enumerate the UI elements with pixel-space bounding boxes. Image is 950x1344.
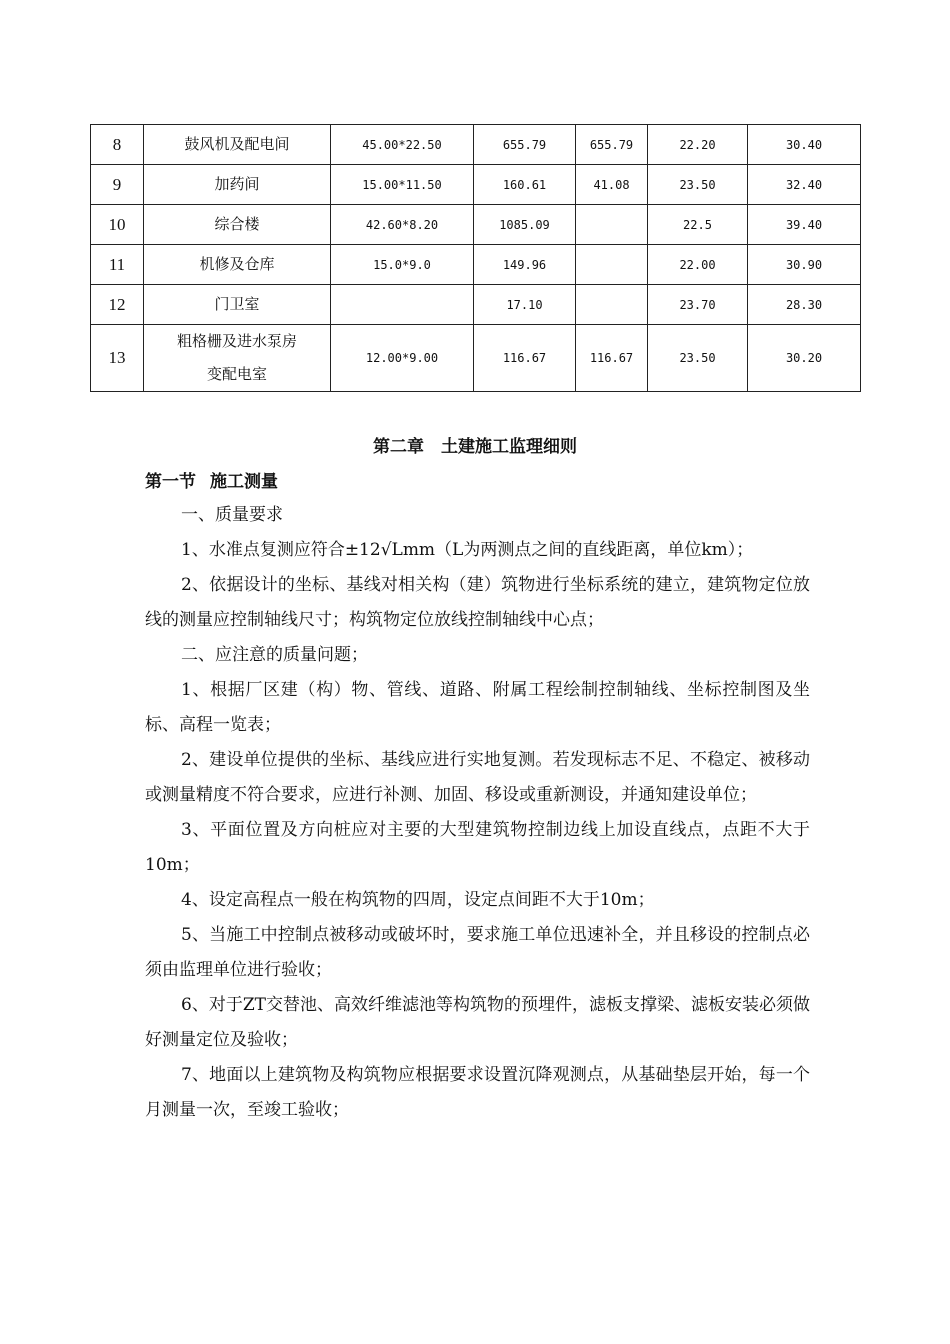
size-cell: 12.00*9.00 bbox=[331, 325, 474, 392]
area-2-cell: 655.79 bbox=[576, 125, 648, 165]
building-name-cell bbox=[144, 245, 331, 285]
paragraph: 3、平面位置及方向桩应对主要的大型建筑物控制边线上加设直线点，点距不大于10m； bbox=[145, 820, 810, 875]
row-number-cell: 13 bbox=[91, 325, 144, 392]
value-2-cell: 30.20 bbox=[748, 325, 861, 392]
area-cell: 149.96 bbox=[474, 245, 576, 285]
building-name-line: 加药间 bbox=[214, 175, 260, 193]
section-title: 施工测量 bbox=[210, 472, 278, 492]
chapter-title: 第二章 土建施工监理细则 bbox=[373, 437, 577, 457]
table-row bbox=[91, 325, 861, 392]
area-2-cell bbox=[576, 245, 648, 285]
area-cell: 1085.09 bbox=[474, 205, 576, 245]
row-number-cell: 10 bbox=[91, 205, 144, 245]
paragraph: 7、地面以上建筑物及构筑物应根据要求设置沉降观测点，从基础垫层开始，每一个月测量一次，至竣工验收； bbox=[145, 1065, 810, 1120]
paragraph: 2、建设单位提供的坐标、基线应进行实地复测。若发现标志不足、不稳定、被移动或测量精度不符合要求，应进行补测、加固、移设或重新测设，并通知建设单位； bbox=[145, 750, 810, 805]
row-number-cell: 11 bbox=[91, 245, 144, 285]
table-row bbox=[91, 165, 861, 205]
building-name-cell bbox=[144, 325, 331, 392]
size-cell: 15.0*9.0 bbox=[331, 245, 474, 285]
building-name-cell bbox=[144, 205, 331, 245]
building-name-line: 综合楼 bbox=[214, 215, 260, 233]
row-number-cell: 12 bbox=[91, 285, 144, 325]
area-2-cell: 41.08 bbox=[576, 165, 648, 205]
section-number: 第一节 bbox=[145, 472, 196, 492]
body-text bbox=[145, 498, 810, 1128]
area-cell: 160.61 bbox=[474, 165, 576, 205]
building-name-cell bbox=[144, 125, 331, 165]
area-2-cell bbox=[576, 205, 648, 245]
table-row bbox=[91, 285, 861, 325]
area-2-cell bbox=[576, 285, 648, 325]
size-cell: 42.60*8.20 bbox=[331, 205, 474, 245]
section-heading bbox=[145, 467, 278, 492]
value-2-cell: 39.40 bbox=[748, 205, 861, 245]
value-2-cell: 30.90 bbox=[748, 245, 861, 285]
subheading: 二、应注意的质量问题； bbox=[181, 645, 368, 665]
building-name-line: 机修及仓库 bbox=[199, 255, 275, 273]
building-name-line: 粗格栅及进水泵房 bbox=[176, 332, 297, 350]
paragraph: 2、依据设计的坐标、基线对相关构（建）筑物进行坐标系统的建立，建筑物定位放线的测量应控制轴线尺寸；构筑物定位放线控制轴线中心点； bbox=[145, 575, 810, 630]
area-cell: 17.10 bbox=[474, 285, 576, 325]
subheading: 一、质量要求 bbox=[181, 505, 283, 525]
paragraph: 6、对于ZT交替池、高效纤维滤池等构筑物的预埋件，滤板支撑梁、滤板安装必须做好测量定位及验收； bbox=[145, 995, 810, 1050]
value-1-cell: 23.50 bbox=[648, 325, 748, 392]
row-number-cell: 9 bbox=[91, 165, 144, 205]
value-2-cell: 32.40 bbox=[748, 165, 861, 205]
area-2-cell: 116.67 bbox=[576, 325, 648, 392]
size-cell bbox=[331, 285, 474, 325]
value-1-cell: 23.50 bbox=[648, 165, 748, 205]
building-name-line: 门卫室 bbox=[214, 295, 260, 313]
row-number-cell: 8 bbox=[91, 125, 144, 165]
building-name-line: 变配电室 bbox=[206, 365, 267, 383]
building-name-cell bbox=[144, 165, 331, 205]
table-row bbox=[91, 245, 861, 285]
paragraph: 1、根据厂区建（构）物、管线、道路、附属工程绘制控制轴线、坐标控制图及坐标、高程一览表； bbox=[145, 680, 810, 735]
paragraph: 5、当施工中控制点被移动或破坏时，要求施工单位迅速补全，并且移设的控制点必须由监理单位进行验收； bbox=[145, 925, 810, 980]
table-row bbox=[91, 205, 861, 245]
table-row bbox=[91, 125, 861, 165]
building-table bbox=[90, 124, 861, 392]
paragraph: 1、水准点复测应符合±12√Lmm（L为两测点之间的直线距离，单位km）； bbox=[181, 540, 754, 560]
area-cell: 116.67 bbox=[474, 325, 576, 392]
value-1-cell: 22.5 bbox=[648, 205, 748, 245]
building-name-line: 鼓风机及配电间 bbox=[184, 135, 290, 153]
value-1-cell: 23.70 bbox=[648, 285, 748, 325]
building-name-cell bbox=[144, 285, 331, 325]
size-cell: 45.00*22.50 bbox=[331, 125, 474, 165]
area-cell: 655.79 bbox=[474, 125, 576, 165]
value-2-cell: 30.40 bbox=[748, 125, 861, 165]
value-1-cell: 22.20 bbox=[648, 125, 748, 165]
size-cell: 15.00*11.50 bbox=[331, 165, 474, 205]
value-2-cell: 28.30 bbox=[748, 285, 861, 325]
paragraph: 4、设定高程点一般在构筑物的四周，设定点间距不大于10m； bbox=[181, 890, 655, 910]
value-1-cell: 22.00 bbox=[648, 245, 748, 285]
